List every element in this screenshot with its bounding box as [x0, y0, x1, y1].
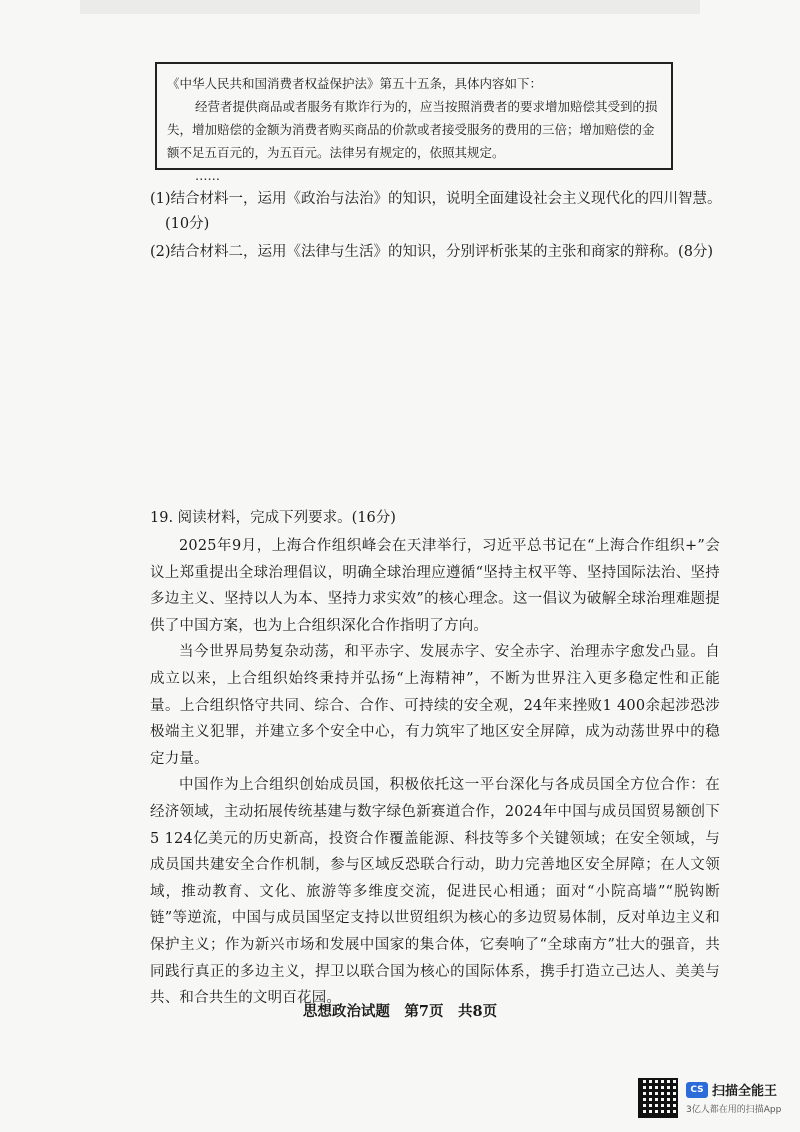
- material-box: [155, 62, 673, 183]
- scanner-watermark: [638, 1078, 788, 1122]
- question-19-paragraph-2: 当今世界局势复杂动荡，和平赤字、发展赤字、安全赤字、治理赤字愈发凸显。自成立以来，上合组织始终秉持并弘扬“上海精神”，不断为世界注入更多稳定性和正能量。上合组织恪守共同、综合、合作、可持续的安全观，24年来挫败1 400余起涉恐涉极端主义犯罪，并建立多个安全中心，有力筑牢了地区安全屏障，成为动荡世界中的稳定力量。: [150, 644, 720, 767]
- camscanner-logo-icon: CS: [686, 1082, 708, 1098]
- watermark-tagline: 3亿人都在用的扫描App: [686, 1105, 782, 1115]
- question-19-heading: 19. 阅读材料，完成下列要求。(16分): [150, 510, 396, 526]
- page-footer: 思想政治试题 第7页 共8页: [302, 1003, 498, 1020]
- material-box-title: 《中华人民共和国消费者权益保护法》第五十五条，具体内容如下：: [167, 76, 543, 91]
- question-1: (1)结合材料一，运用《政治与法治》的知识，说明全面建设社会主义现代化的四川智慧。: [150, 191, 722, 207]
- material-box-ellipsis: ……: [195, 168, 220, 183]
- question-19-section: [150, 503, 720, 1012]
- question-2: (2)结合材料二，运用《法律与生活》的知识，分别评析张某的主张和商家的辩称。(8分): [150, 244, 714, 260]
- page-top-edge: [80, 0, 700, 14]
- watermark-brand: 扫描全能王: [712, 1084, 778, 1099]
- question-1-points: (10分): [165, 216, 210, 232]
- qr-code-icon: [638, 1078, 678, 1118]
- question-19-paragraph-3: 中国作为上合组织创始成员国，积极依托这一平台深化与各成员国全方位合作：在经济领域，主动拓展传统基建与数字绿色新赛道合作，2024年中国与成员国贸易额创下5 124亿美元的历史新高，投资合作覆盖能源、科技等多个关键领域；在安全领域，与成员国共建安全合作机制，参与区域反恐联合行动，助力完善地区安全屏障；在人文领域，推动教育、文化、旅游等多维度交流，促进民心相通；面对“小院高墙”“脱钩断链”等逆流，中国与成员国坚定支持以世贸组织为核心的多边贸易体制，反对单边主义和保护主义；作为新兴市场和发展中国家的集合体，它奏响了“全球南方”壮大的强音，共同践行真正的多边主义，捍卫以联合国为核心的国际体系，携手打造立己达人、美美与共、和合共生的文明百花园。: [150, 777, 720, 1007]
- question-19-paragraph-1: 2025年9月，上海合作组织峰会在天津举行，习近平总书记在“上海合作组织+”会议上郑重提出全球治理倡议，明确全球治理应遵循“坚持主权平等、坚持国际法治、坚持多边主义、坚持以人为本、坚持力求实效”的核心理念。这一倡议为破解全球治理难题提供了中国方案，也为上合组织深化合作指明了方向。: [150, 538, 720, 634]
- material-box-text: 经营者提供商品或者服务有欺诈行为的，应当按照消费者的要求增加赔偿其受到的损失，增加赔偿的金额为消费者购买商品的价款或者接受服务的费用的三倍；增加赔偿的金额不足五百元的，为五百元。法律另有规定的，依照其规定。: [167, 99, 658, 160]
